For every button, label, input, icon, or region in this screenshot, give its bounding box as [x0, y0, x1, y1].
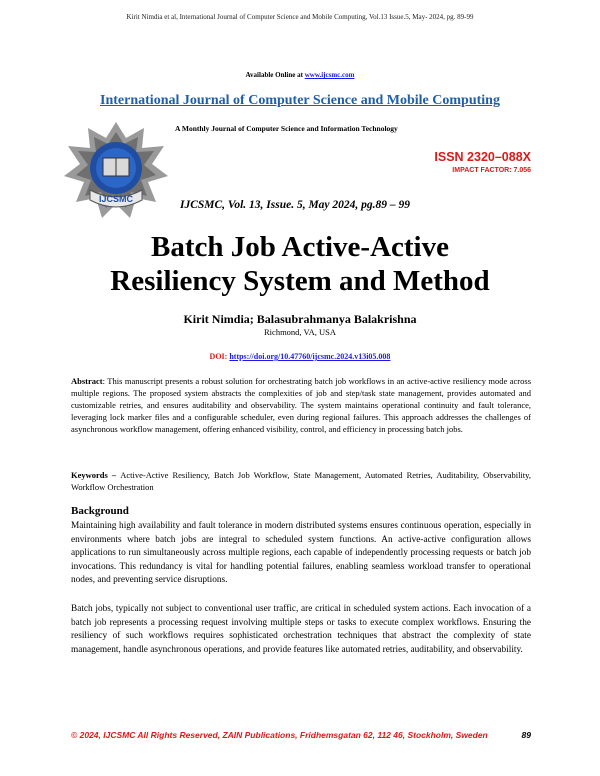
- keywords: [71, 469, 531, 493]
- keywords-text: Active-Active Resiliency, Batch Job Workflow, State Management, Automated Retries, Auditability, Observability, Workflow Orchestration: [71, 470, 531, 492]
- authors: Kirit Nimdia; Balasubrahmanya Balakrishna: [183, 312, 417, 326]
- footer-copyright: © 2024, IJCSMC All Rights Reserved, ZAIN Publications, Fridhemsgatan 62, 112 46, Stockholm, Sweden: [71, 730, 488, 740]
- paper-title-line-2: Resiliency System and Method: [110, 265, 490, 297]
- journal-subtitle: A Monthly Journal of Computer Science and Information Technology: [175, 124, 398, 133]
- background-paragraph-1: Maintaining high availability and fault tolerance in modern distributed systems ensures continuous operation, especially in environments where batch jobs are integral to scheduled system functions. An active-active configuration allows applications to run simultaneously across multiple regions, each capable of independently processing requests or batch job invocations. This redundancy is vital for handling potential failures, enabling seamless workload transfer to operational nodes, and preventing service disruptions.: [71, 521, 531, 586]
- page-number: 89: [521, 730, 531, 740]
- journal-website-link[interactable]: www.ijcsmc.com: [304, 71, 355, 79]
- available-online: [0, 71, 600, 79]
- keywords-label: Keywords –: [71, 470, 121, 480]
- abstract-label: Abstract: [71, 376, 103, 386]
- abstract-text: : This manuscript presents a robust solution for orchestrating batch job workflows in an active-active resiliency mode across multiple regions. The proposed system abstracts the complexities of job and step/task state management, provides automated and customizable retries, and ensures auditability and observability. The system maintains operational continuity and fault tolerance, leveraging lock marker files and a configurable scheduler, even during regional failures. This approach addresses the challenges of asynchronous workflow management, offering enhanced visibility, control, and efficiency in processing batch jobs.: [71, 376, 531, 434]
- citation-line: IJCSMC, Vol. 13, Issue. 5, May 2024, pg.89 – 99: [180, 199, 411, 211]
- abstract: [71, 375, 531, 435]
- journal-title[interactable]: International Journal of Computer Science and Mobile Computing: [100, 93, 500, 108]
- available-prefix: Available Online at: [245, 71, 305, 79]
- background-heading: Background: [71, 505, 129, 517]
- impact-factor: IMPACT FACTOR: 7.056: [452, 167, 531, 174]
- doi-link[interactable]: https://doi.org/10.47760/ijcsmc.2024.v13i05.008: [229, 352, 391, 361]
- paper-title-line-1: Batch Job Active-Active: [151, 231, 449, 263]
- paper-title: [0, 230, 600, 298]
- doi-label: DOI:: [209, 352, 230, 361]
- logo-text: IJCSMC: [98, 194, 134, 204]
- background-paragraph-2: Batch jobs, typically not subject to conventional user traffic, are critical in scheduled system actions. Each invocation of a batch job represents a processing request involving multiple steps or tasks to execute complex workflows. Ensuring the resiliency of such workflows requires sophisticated orchestration techniques that abstract the complexity of state management, handle asynchronous operations, and provide features like automated retries, auditability, and observability.: [71, 604, 531, 655]
- affiliation: Richmond, VA, USA: [264, 327, 336, 337]
- running-header: Kirit Nimdia et al, International Journal of Computer Science and Mobile Computing, Vol.13 Issue.5, May- 2024, pg. 89-99: [126, 13, 474, 21]
- logo-emblem-icon: [62, 120, 170, 220]
- doi: [0, 352, 600, 361]
- journal-logo: [62, 120, 170, 220]
- issn: ISSN 2320–088X: [434, 150, 531, 164]
